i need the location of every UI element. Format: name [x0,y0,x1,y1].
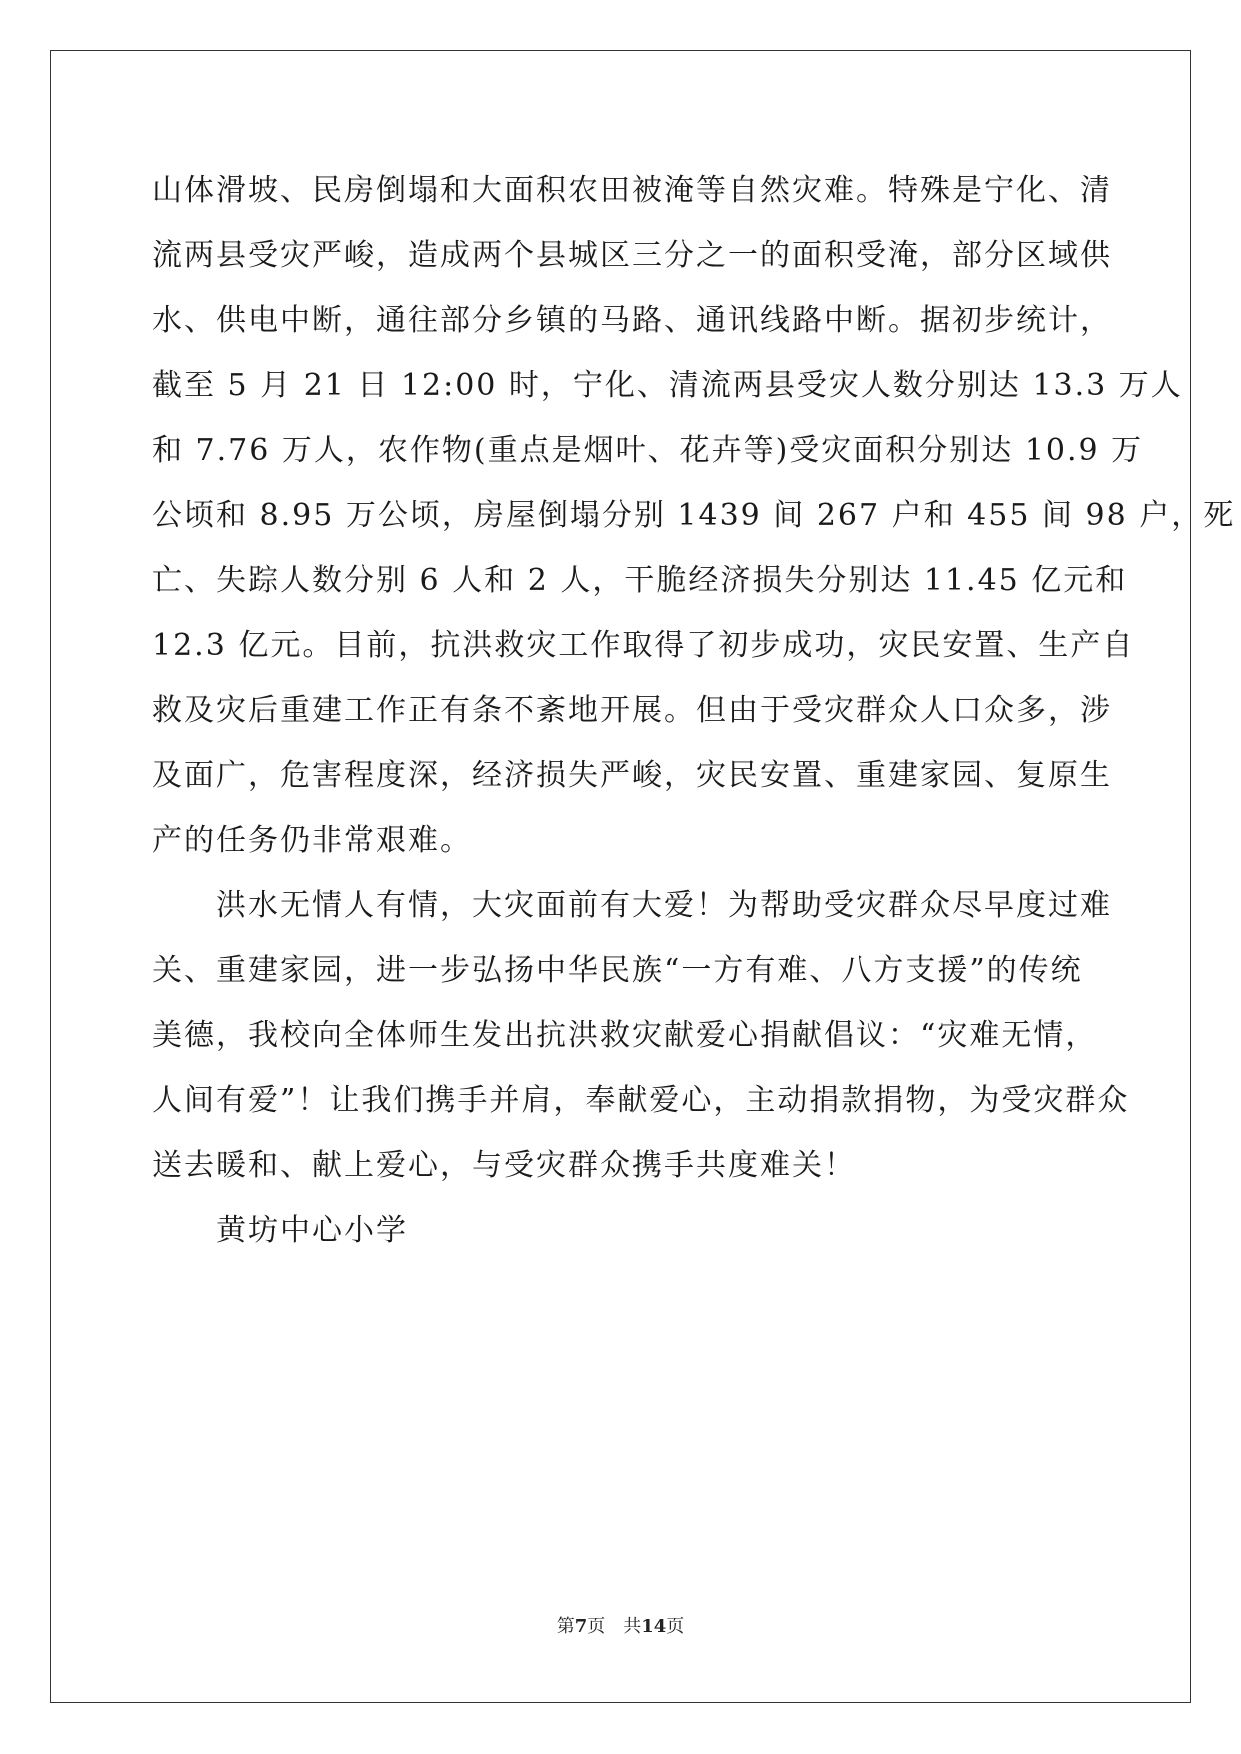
text-line: 人间有爱”！让我们携手并肩，奉献爱心，主动捐款捐物，为受灾群众 [152,1083,1130,1118]
total-pages: 14 [641,1616,667,1637]
text-line: 流两县受灾严峻，造成两个县城区三分之一的面积受淹，部分区域供 [152,238,1112,273]
text-line: 及面广，危害程度深，经济损失严峻，灾民安置、重建家园、复原生 [152,758,1112,793]
page-suffix: 页 [666,1616,685,1637]
document-body [152,158,1236,1263]
paragraph-start-line: 洪水无情人有情，大灾面前有大爱！为帮助受灾群众尽早度过难 [216,888,1112,923]
page-footer [0,1612,1241,1638]
text-line: 关、重建家园，进一步弘扬中华民族“一方有难、八方支援”的传统 [152,953,1083,988]
text-line: 山体滑坡、民房倒塌和大面积农田被淹等自然灾难。特殊是宁化、清 [152,173,1112,208]
page-number: 7 [574,1616,588,1637]
text-line: 送去暖和、献上爱心，与受灾群众携手共度难关！ [152,1148,856,1183]
page-prefix: 第 [556,1616,575,1637]
signature-line: 黄坊中心小学 [216,1213,408,1248]
text-line: 救及灾后重建工作正有条不紊地开展。但由于受灾群众人口众多，涉 [152,693,1112,728]
text-line: 12.3 亿元。目前，抗洪救灾工作取得了初步成功，灾民安置、生产自 [152,628,1135,663]
text-line: 水、供电中断，通往部分乡镇的马路、通讯线路中断。据初步统计， [152,303,1112,338]
page-mid: 页 共 [587,1616,642,1637]
text-line: 亡、失踪人数分别 6 人和 2 人，干脆经济损失分别达 11.45 亿元和 [152,563,1128,598]
text-line: 截至 5 月 21 日 12:00 时，宁化、清流两县受灾人数分别达 13.3 万人 [152,368,1183,403]
text-line: 美德，我校向全体师生发出抗洪救灾献爱心捐献倡议：“灾难无情， [152,1018,1098,1053]
text-line: 公顷和 8.95 万公顷，房屋倒塌分别 1439 间 267 户和 455 间 98 户，死 [152,498,1236,533]
text-line: 产的任务仍非常艰难。 [152,823,472,858]
text-line: 和 7.76 万人，农作物(重点是烟叶、花卉等)受灾面积分别达 10.9 万 [152,433,1144,468]
